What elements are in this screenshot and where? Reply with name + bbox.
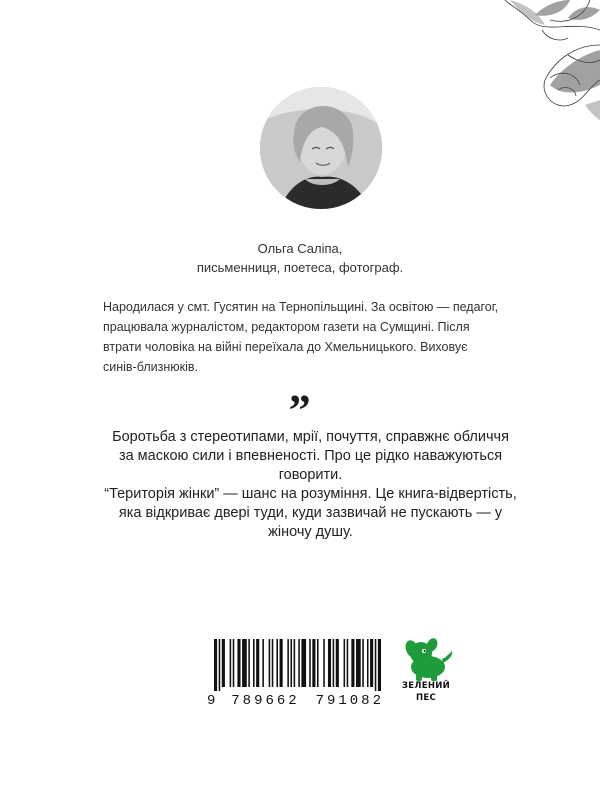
barcode-digits	[207, 693, 384, 709]
author-photo	[260, 87, 382, 209]
barcode-bar	[344, 639, 346, 687]
barcode-bar	[333, 639, 335, 687]
author-name: Ольга Саліпа,	[257, 241, 343, 256]
barcode-bar	[336, 639, 339, 687]
barcode-bar	[269, 639, 271, 687]
barcode-bar	[262, 639, 264, 687]
barcode-bar	[301, 639, 306, 687]
barcode-digit-group-1: 789662	[231, 693, 300, 709]
barcode-bar	[309, 639, 311, 687]
barcode-bar	[222, 639, 225, 687]
barcode-bar	[242, 639, 247, 687]
barcode-bar	[370, 639, 373, 687]
barcode-bar	[378, 639, 381, 691]
barcode-digit-group-2: 791082	[315, 693, 384, 709]
barcode-bar	[347, 639, 349, 687]
barcode-bar	[253, 639, 255, 687]
barcode-bar	[312, 639, 315, 687]
barcode-digit-prefix: 9	[207, 693, 216, 709]
author-role: письменниця, поетеса, фотограф.	[196, 260, 404, 275]
barcode-bar	[272, 639, 274, 687]
barcode-bar	[237, 639, 240, 687]
barcode-bar	[287, 639, 289, 687]
publisher-name-line-2: ПЕС	[415, 693, 437, 703]
isbn-barcode	[207, 635, 384, 715]
barcode-bar	[317, 639, 319, 687]
barcode-bar	[367, 639, 369, 687]
barcode-bar	[375, 639, 377, 691]
barcode-bar	[256, 639, 259, 687]
author-bio: Народилася у смт. Гусятин на Тернопільщині. За освітою — педагог, працювала журналістом, редактором газети на Сумщині. Після втрати чоловіка на війні переїхала до Хмельницького. Виховує синів-близнюків.	[103, 300, 499, 374]
barcode-bar	[356, 639, 361, 687]
publisher-logo	[398, 637, 454, 712]
blurb-paragraph-2: “Територія жінки” — шанс на розуміння. Це книга-відвертість, яка відкриває двері туди, куди зазвичай не пускають — у жіночу душу.	[104, 486, 517, 540]
barcode-bar	[290, 639, 292, 687]
book-blurb	[103, 428, 518, 542]
barcode-bar	[248, 639, 250, 687]
barcode-bar	[280, 639, 283, 687]
floral-illustration	[450, 0, 600, 125]
blurb-paragraph-1: Боротьба з стереотипами, мрії, почуття, справжнє обличчя за маскою сили і впевненості. Про це рідко наважуються говорити.	[112, 429, 509, 483]
publisher-name-line-1: ЗЕЛЕНИЙ	[401, 681, 451, 691]
barcode-bar	[351, 639, 354, 687]
barcode-bar	[298, 639, 300, 687]
barcode-bar	[294, 639, 296, 687]
barcode-bar	[362, 639, 364, 687]
barcode-bar	[214, 639, 217, 691]
barcode-bar	[323, 639, 325, 687]
barcode-bar	[328, 639, 331, 687]
barcode-bar	[219, 639, 221, 691]
dog-icon	[398, 637, 454, 681]
quote-mark: „	[289, 363, 311, 412]
barcode-bar	[230, 639, 232, 687]
barcode-bar	[276, 639, 278, 687]
barcode-bar	[233, 639, 235, 687]
barcode-bars	[214, 639, 381, 691]
